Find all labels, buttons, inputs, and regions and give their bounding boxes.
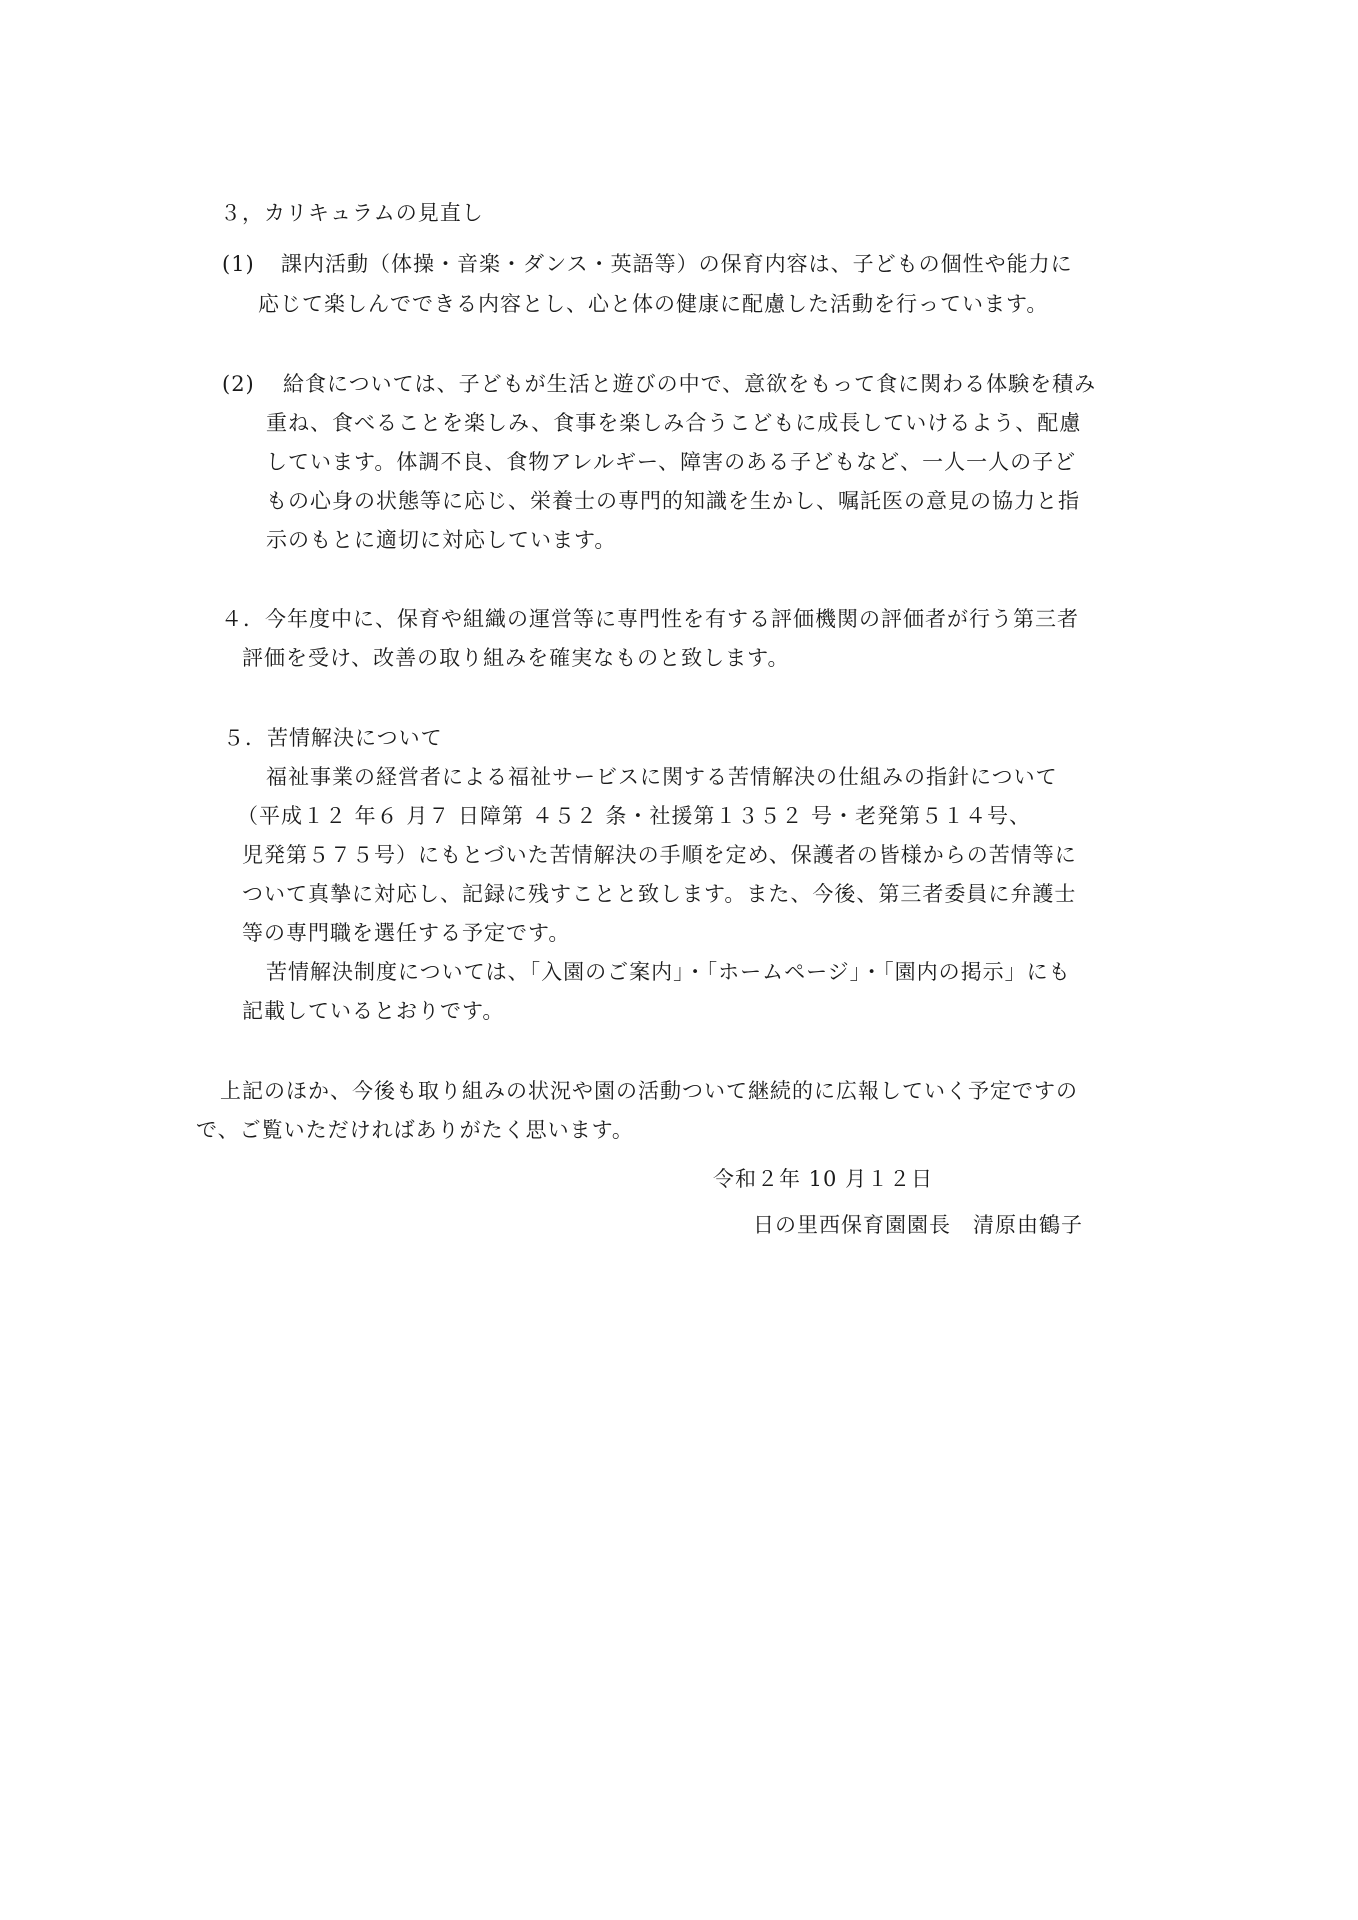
section-5-para-2-line-1: 苦情解決制度については、「入園のご案内」・「ホームページ」・「園内の掲示」にも: [266, 960, 1071, 984]
section-3-item-2-line-3: しています。体調不良、食物アレルギー、障害のある子どもなど、一人一人の子ど: [266, 450, 1077, 474]
section-5-para-1-line-4: ついて真摯に対応し、記録に残すことと致します。また、今後、第三者委員に弁護士: [242, 882, 1077, 906]
section-3-item-2-line-2: 重ね、食べることを楽しみ、食事を楽しみ合うこどもに成長していけるよう、配慮: [266, 411, 1082, 435]
section-3-item-1-line-2: 応じて楽しんでできる内容とし、心と体の健康に配慮した活動を行っています。: [258, 292, 1049, 316]
section-3-heading: ３，カリキュラムの見直し: [220, 201, 484, 225]
signature-author: 日の里西保育園園長 清原由鶴子: [753, 1213, 1083, 1237]
signature-date: 令和２年 10 月１２日: [713, 1167, 934, 1191]
section-5-para-1-line-5: 等の専門職を選任する予定です。: [242, 921, 571, 945]
section-3-item-2-line-4: もの心身の状態等に応じ、栄養士の専門的知識を生かし、嘱託医の意見の協力と指: [266, 489, 1080, 513]
section-5-para-1-line-3: 児発第５７５号）にもとづいた苦情解決の手順を定め、保護者の皆様からの苦情等に: [242, 843, 1077, 867]
section-4-line-2: 評価を受け、改善の取り組みを確実なものと致します。: [242, 646, 790, 670]
section-3-item-2-line-1: 給食については、子どもが生活と遊びの中で、意欲をもって食に関わる体験を積み: [283, 372, 1097, 396]
section-5-para-1-line-2: （平成１２ 年６ 月７ 日障第 ４５２ 条・社援第１３５２ 号・老発第５１４号、: [237, 804, 1032, 828]
section-3-item-2-marker: (2): [222, 372, 255, 396]
section-5-para-2-line-2: 記載しているとおりです。: [242, 999, 505, 1023]
section-5-para-1-line-1: 福祉事業の経営者による福祉サービスに関する苦情解決の仕組みの指針について: [266, 765, 1058, 789]
closing-line-2: で、ご覧いただければありがたく思います。: [196, 1118, 634, 1142]
closing-line-1: 上記のほか、今後も取り組みの状況や園の活動ついて継続的に広報していく予定ですの: [220, 1079, 1078, 1103]
section-3-item-1-line-1: 課内活動（体操・音楽・ダンス・英語等）の保育内容は、子どもの個性や能力に: [281, 252, 1073, 276]
section-5-heading: ５．苦情解決について: [223, 726, 443, 750]
section-3-item-1-marker: (1): [222, 252, 255, 276]
section-3-item-2-line-5: 示のもとに適切に対応しています。: [266, 528, 617, 552]
section-4-line-1: ４．今年度中に、保育や組織の運営等に専門性を有する評価機関の評価者が行う第三者: [221, 607, 1079, 631]
